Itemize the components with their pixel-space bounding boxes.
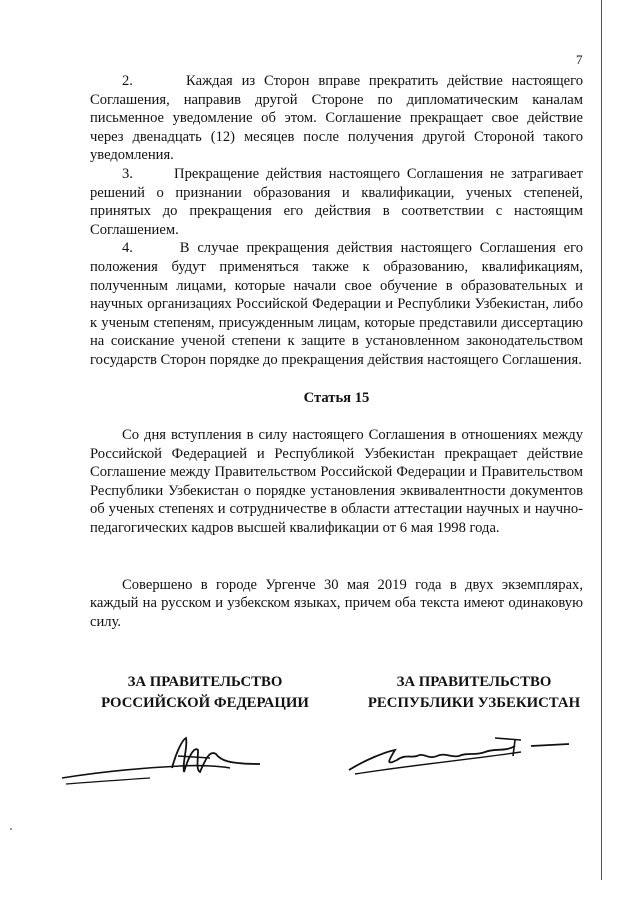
signatories-block (80, 672, 600, 714)
signatory-uzbekistan-line1: ЗА ПРАВИТЕЛЬСТВО (396, 674, 552, 690)
signatory-russia-line1: ЗА ПРАВИТЕЛЬСТВО (127, 674, 283, 690)
signatory-russia-line2: РОССИЙСКОЙ ФЕДЕРАЦИИ (101, 695, 309, 711)
signatory-russia (80, 672, 330, 714)
scan-artifact (10, 828, 12, 830)
page-number: 7 (576, 52, 583, 67)
paragraph-3: 3. Прекращение действия настоящего Соглашения не затрагивает решений о признании образования и квалификации, ученых степеней, принятых до прекращения его действия в соответствии с настоящим Соглашением. (90, 165, 583, 238)
signatory-uzbekistan (348, 672, 600, 714)
article-title: Статья 15 (303, 389, 370, 406)
page-edge-line (601, 0, 602, 880)
body-text (90, 72, 583, 631)
article-15-text: Со дня вступления в силу настоящего Соглашения в отношениях между Российской Федерацией и Республикой Узбекистан прекращает действие Соглашение между Правительством Российской Федерации и Правительством Республики Узбекистан о порядке установления эквивалентности документов об ученых степенях и сотрудничестве в области аттестации научных и научно-педагогических кадров высшей квалификации от 6 мая 1998 года. (90, 427, 583, 537)
paragraph-4: 4. В случае прекращения действия настоящего Соглашения его положения будут применяться также к образованию, квалификациям, полученным лицами, которые начали свое обучение в образовательных и научных организациях Российской Федерации и Республики Узбекистан, либо к ученым степеням, присужденным лицам, которые представили диссертацию на соискание ученой степени к защите в установленном законодательством государств Сторон порядке до прекращения действия настоящего Соглашения. (90, 240, 583, 368)
signatory-uzbekistan-line2: РЕСПУБЛИКИ УЗБЕКИСТАН (367, 695, 581, 711)
signature-uzbekistan (345, 730, 575, 780)
paragraph-2: 2. Каждая из Сторон вправе прекратить действие настоящего Соглашения, направив другой Стороне по дипломатическим каналам письменное уведомление об этом. Соглашение прекращает свое действие через двенадцать (12) месяцев после получения другой Стороной такого уведомления. (90, 73, 583, 164)
signature-russia (60, 728, 280, 788)
done-at-text: Совершено в городе Ургенче 30 мая 2019 года в двух экземплярах, каждый на русском и узбекском языках, причем оба текста имеют одинаковую силу. (90, 576, 583, 630)
